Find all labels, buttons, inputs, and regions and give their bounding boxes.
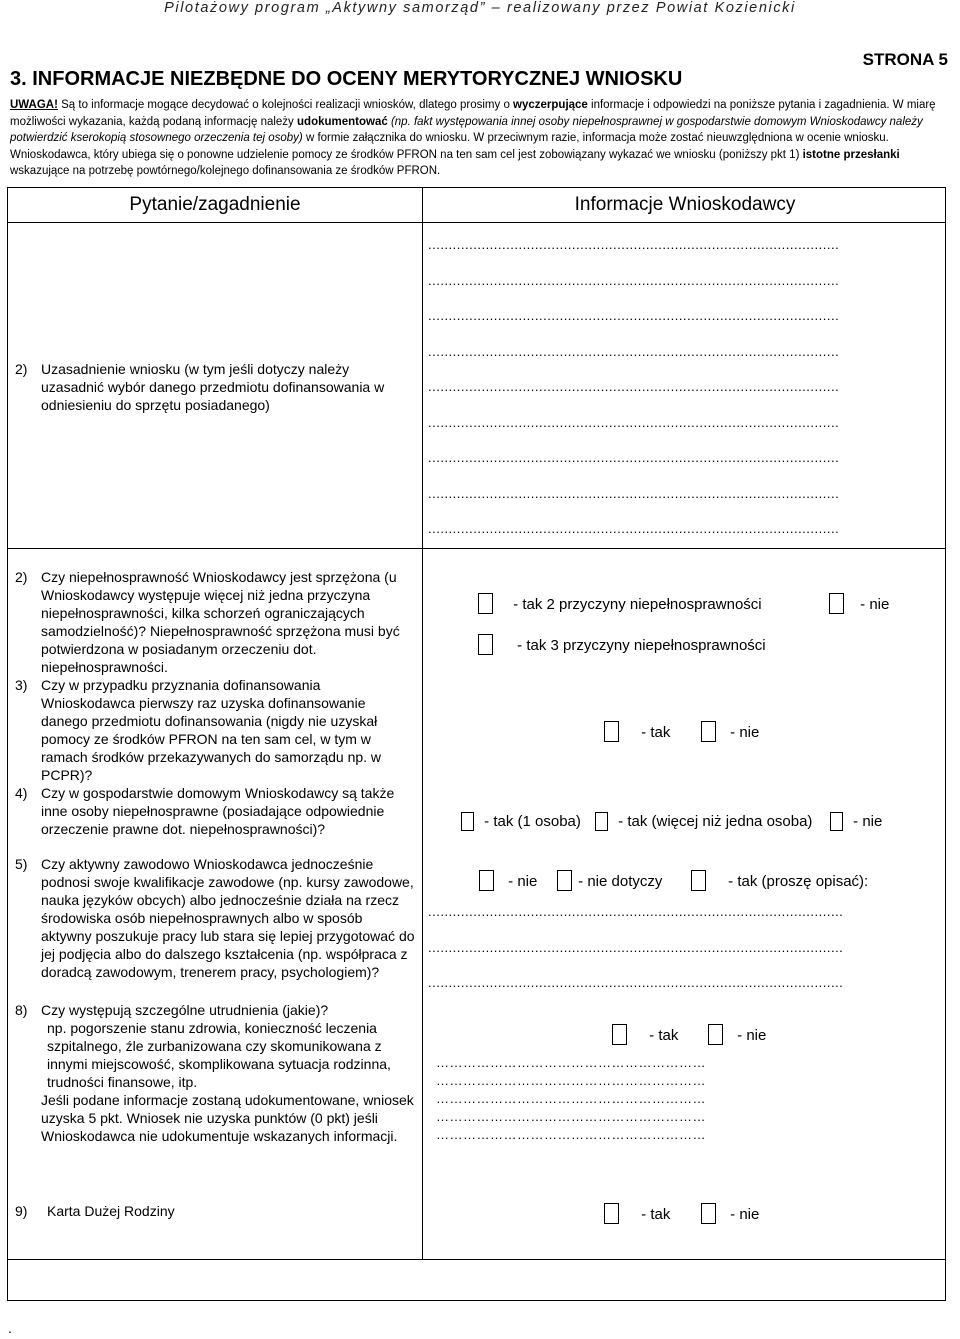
question-number: 2) xyxy=(15,569,28,585)
running-header: Pilotażowy program „Aktywny samorząd” – realizowany przez Powiat Kozienicki xyxy=(164,0,796,16)
page-number: STRONA 5 xyxy=(862,50,948,69)
intro-bold-2: udokumentować xyxy=(297,115,388,128)
intro-bold-3: istotne przesłanki xyxy=(802,148,900,161)
option-2-causes[interactable] xyxy=(478,593,762,615)
dotted-line: …………………………………………………… xyxy=(436,1109,706,1124)
option-no[interactable] xyxy=(830,812,882,832)
dotted-line: …………………………………………………… xyxy=(436,1055,706,1070)
checkbox[interactable] xyxy=(461,812,474,831)
question-household xyxy=(15,784,415,838)
option-many-persons[interactable] xyxy=(595,812,812,832)
dotted-line: .................................................................................................... xyxy=(428,272,840,288)
option-label: - tak (1 osoba) xyxy=(484,813,581,830)
option-no[interactable] xyxy=(829,593,889,615)
option-no[interactable] xyxy=(701,1203,759,1225)
checkbox[interactable] xyxy=(604,721,619,742)
checkbox[interactable] xyxy=(701,1203,716,1224)
dotted-line: ..................................................................................................... xyxy=(428,939,844,955)
column-header-question: Pytanie/zagadnienie xyxy=(129,194,301,215)
intro-bold-1: wyczerpujące xyxy=(513,99,588,111)
checkbox[interactable] xyxy=(604,1203,619,1224)
option-one-person[interactable] xyxy=(461,812,581,832)
option-not-applicable[interactable] xyxy=(557,870,662,892)
dotted-line: ..................................................................................................... xyxy=(428,904,844,919)
intro-text-5: wskazujące na potrzebę powtórnego/kolejnego dofinansowania ze środków PFRON. xyxy=(10,165,441,177)
dotted-line: .................................................................................................... xyxy=(428,521,840,536)
checkbox[interactable] xyxy=(612,1024,627,1045)
option-yes[interactable] xyxy=(604,1203,670,1225)
intro-text-4: w formie załącznika do wniosku. W przeciwnym razie, informacja może zostać nieuwzględniona w ocenie wniosku. Wnioskodawca, który ubiega się o ponowne udzielenie pomocy ze środków PFRON na ten sam cel jest zobowiązany wykazać we wniosku (poniższy pkt 1) xyxy=(10,132,889,161)
question-number: 8) xyxy=(15,1002,28,1018)
option-label: - tak xyxy=(641,1206,671,1223)
question-justification xyxy=(15,360,415,414)
question-qualifications xyxy=(15,855,415,981)
header-rule xyxy=(8,222,945,223)
row-rule xyxy=(8,548,945,549)
checkbox[interactable] xyxy=(691,870,706,891)
qualifications-answer-lines[interactable] xyxy=(428,894,936,1001)
difficulties-answer-lines[interactable] xyxy=(436,1054,936,1144)
question-text: Czy niepełnosprawność Wnioskodawcy jest sprzężona (u Wnioskodawcy występuje więcej niż jedna przyczyna niepełnosprawności, kilka schorzeń ograniczających samodzielność)? Niepełnosprawność sprzężona musi być potwierdzona w posiadanym orzeczeniu dot. niepełnosprawności. xyxy=(41,569,400,675)
option-no[interactable] xyxy=(701,721,759,743)
assessment-table xyxy=(7,187,946,1301)
warning-label: UWAGA! xyxy=(10,99,58,111)
section-title: 3. INFORMACJE NIEZBĘDNE DO OCENY MERYTORYCZNEJ WNIOSKU xyxy=(10,68,683,90)
row-rule xyxy=(8,1259,945,1260)
intro-text-3: (np. fakt występowania innej osoby niepełnosprawnej w gospodarstwie domowym Wnioskodawcy należy potwierdzić kserokopią stosownego orzeczenia tej osoby) xyxy=(10,115,923,144)
question-number: 2) xyxy=(15,361,28,377)
checkbox[interactable] xyxy=(478,593,493,614)
checkbox[interactable] xyxy=(595,812,608,831)
option-3-causes[interactable] xyxy=(478,634,766,656)
question-number: 9) xyxy=(15,1203,28,1219)
option-label: - tak 2 przyczyny niepełnosprawności xyxy=(513,596,762,613)
checkbox[interactable] xyxy=(830,812,843,831)
dotted-line: ..................................................................................................... xyxy=(428,975,844,990)
option-label: - nie xyxy=(730,1206,760,1223)
dotted-line: …………………………………………………… xyxy=(436,1091,706,1106)
footer-mark: . xyxy=(8,1320,12,1336)
column-divider xyxy=(422,188,423,1259)
question-text: Czy w przypadku przyznania dofinansowania Wnioskodawca pierwszy raz uzyska dofinansowanie danego przedmiotu dofinansowania (nigdy nie uzyskał pomocy ze środków PFRON na ten sam cel, w tym w ramach środków przekazywanych do samorządu np. w PCPR)? xyxy=(41,677,382,783)
dotted-line: …………………………………………………… xyxy=(436,1073,706,1088)
question-difficulties xyxy=(15,1001,415,1145)
option-label: - nie xyxy=(853,813,883,830)
question-text: Czy w gospodarstwie domowym Wnioskodawcy są także inne osoby niepełnosprawne (posiadające odpowiednie orzeczenie prawne dot. niepełnosprawności)? xyxy=(41,785,395,837)
option-label: - tak (więcej niż jedna osoba) xyxy=(618,813,813,830)
dotted-line: .................................................................................................... xyxy=(428,308,840,323)
option-no[interactable] xyxy=(479,870,537,892)
dotted-line: .................................................................................................... xyxy=(428,379,840,394)
option-label: - tak xyxy=(641,724,671,741)
dotted-line: …………………………………………………… xyxy=(436,1127,706,1142)
question-number: 3) xyxy=(15,677,28,693)
question-scoring-note: Jeśli podane informacje zostaną udokumentowane, wniosek uzyska 5 pkt. Wniosek nie uzyska punktów (0 pkt) jeśli Wnioskodawca nie udokumentuje wskazanych informacji. xyxy=(41,1092,414,1144)
question-text: Czy występują szczególne utrudnienia (jakie)? xyxy=(41,1002,329,1018)
column-header-answer: Informacje Wnioskodawcy xyxy=(574,194,796,215)
option-label: - tak (proszę opisać): xyxy=(728,873,869,890)
question-examples: np. pogorszenie stanu zdrowia, konieczność leczenia szpitalnego, źle zurbanizowana czy skomunikowana z innymi miejscowość, skomplikowana sytuacja rodzinna, trudności finansowe, itp. xyxy=(47,1020,391,1090)
intro-paragraph xyxy=(10,97,952,180)
option-label: - nie xyxy=(730,724,760,741)
justification-answer-lines[interactable] xyxy=(428,227,943,547)
option-yes[interactable] xyxy=(612,1024,678,1046)
checkbox[interactable] xyxy=(829,593,844,614)
dotted-line: .................................................................................................... xyxy=(428,485,840,501)
question-number: 4) xyxy=(15,785,28,801)
option-label: - tak 3 przyczyny niepełnosprawności xyxy=(517,637,766,654)
option-label: - nie xyxy=(508,873,538,890)
intro-text-2: informacje i odpowiedzi na poniższe pytania i zagadnienia. W miarę możliwości wykazania, każdą podaną informację należy xyxy=(10,99,936,128)
checkbox[interactable] xyxy=(557,870,572,891)
checkbox[interactable] xyxy=(701,721,716,742)
checkbox[interactable] xyxy=(479,870,494,891)
question-text: Uzasadnienie wniosku (w tym jeśli dotyczy należy uzasadnić wybór danego przedmiotu dofinansowania w odniesieniu do sprzętu posiadanego) xyxy=(41,361,385,413)
question-text: Czy aktywny zawodowo Wnioskodawca jednocześnie podnosi swoje kwalifikacje zawodowe (np. kursy zawodowe, nauka języków obcych) albo jednocześnie działa na rzecz środowiska osób niepełnosprawnych albo w sposób aktywny poszukuje pracy lub stara się lepiej przygotować do jej podjęcia albo do dalszego kształcenia (np. współpraca z doradcą zawodowym, trenerem pracy, psychologiem)? xyxy=(41,856,415,980)
dotted-line: .................................................................................................... xyxy=(428,343,840,359)
option-label: - nie xyxy=(737,1027,767,1044)
question-text: Karta Dużej Rodziny xyxy=(47,1203,175,1219)
option-label: - nie xyxy=(860,596,890,613)
question-large-family-card xyxy=(15,1202,415,1220)
dotted-line: .................................................................................................... xyxy=(428,450,840,465)
checkbox[interactable] xyxy=(478,634,493,655)
option-yes-describe[interactable] xyxy=(691,870,868,892)
option-label: - nie dotyczy xyxy=(578,873,663,890)
dotted-line: .................................................................................................... xyxy=(428,237,840,252)
question-number: 5) xyxy=(15,856,28,872)
question-comorbidity xyxy=(15,568,415,676)
question-first-funding xyxy=(15,676,415,784)
dotted-line: .................................................................................................... xyxy=(428,414,840,430)
option-no[interactable] xyxy=(708,1024,766,1046)
option-label: - tak xyxy=(649,1027,679,1044)
intro-text-1: Są to informacje mogące decydować o kolejności realizacji wniosków, dlatego prosimy o xyxy=(57,99,514,111)
option-yes[interactable] xyxy=(604,721,670,743)
checkbox[interactable] xyxy=(708,1024,723,1045)
